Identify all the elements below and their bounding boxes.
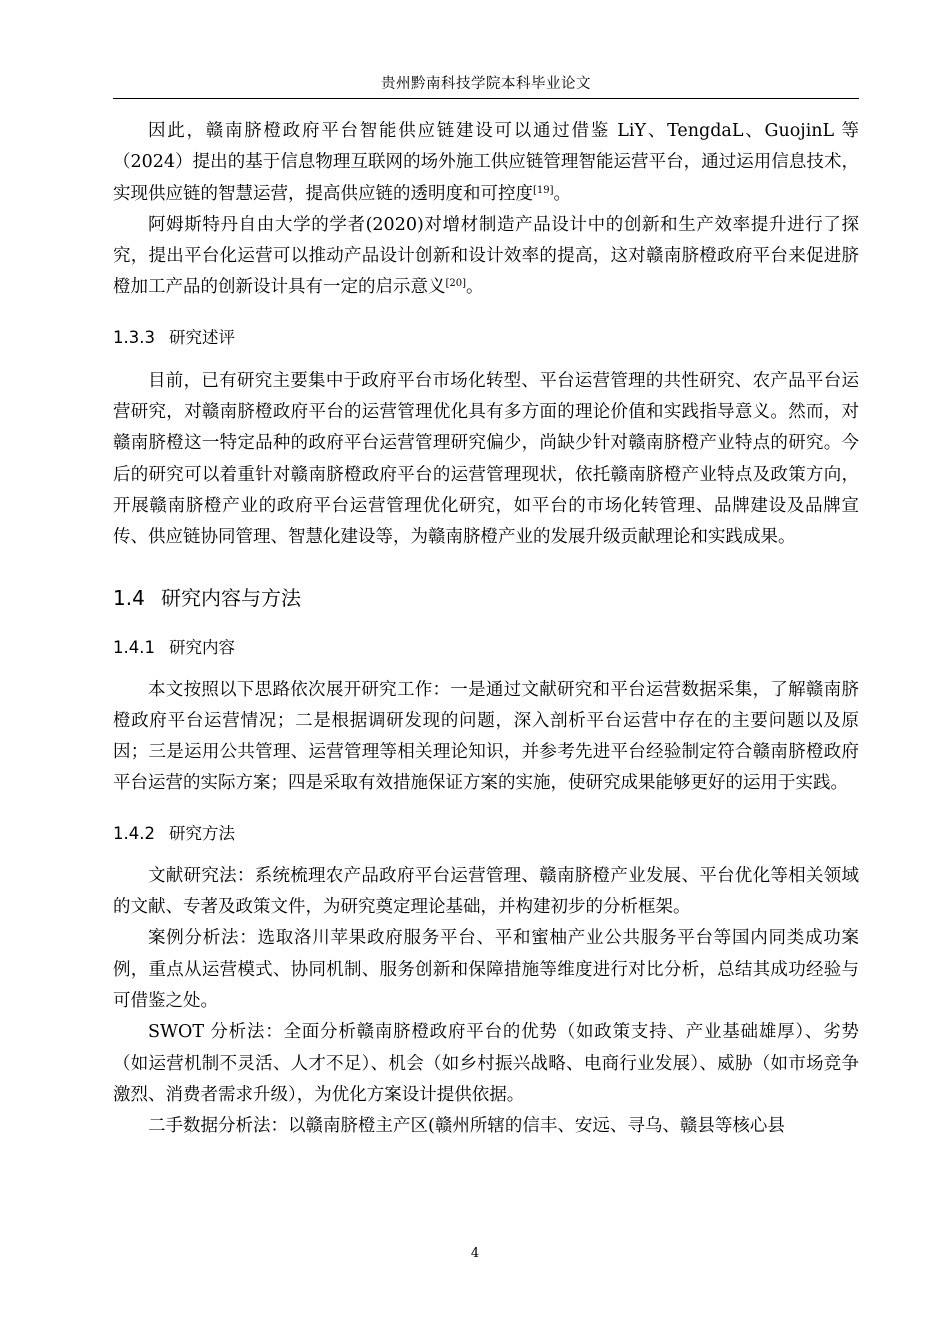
heading-1-4-1: 1.4.1 研究内容: [113, 637, 235, 657]
paragraph-secondary-data-method: 二手数据分析法：以赣南脐橙主产区(赣州所辖的信丰、安远、寻乌、赣县等核心县: [148, 1116, 785, 1137]
citation-19[interactable]: [19]: [533, 184, 554, 196]
paragraph-amsterdam: 阿姆斯特丹自由大学的学者(2020)对增材制造产品设计中的创新和生产效率提升进行了探究，提出平台化运营可以推动产品设计创新和设计效率的提高，这对赣南脐橙政府平台来促进脐橙加工产品的创新设计具有一定的启示意义[20]。: [113, 214, 859, 298]
paragraph-research-content: 本文按照以下思路依次展开研究工作：一是通过文献研究和平台运营数据采集，了解赣南脐橙政府平台运营情况；二是根据调研发现的问题，深入剖析平台运营中存在的主要问题以及原因；三是运用公共管理、运营管理等相关理论知识，并参考先进平台经验制定符合赣南脐橙政府平台运营的实际方案；四是采取有效措施保证方案的实施，使研究成果能够更好的运用于实践。: [113, 679, 859, 794]
paragraph-literature-method: 文献研究法：系统梳理农产品政府平台运营管理、赣南脐橙产业发展、平台优化等相关领域的文献、专著及政策文件，为研究奠定理论基础，并构建初步的分析框架。: [113, 865, 859, 918]
citation-20[interactable]: [20]: [445, 278, 467, 290]
body-text: [113, 116, 859, 1142]
heading-1-4: 1.4 研究内容与方法: [113, 585, 301, 610]
header-rule: [113, 98, 859, 99]
page-number: 4: [470, 1246, 480, 1261]
paragraph-swot-method: SWOT 分析法：全面分析赣南脐橙政府平台的优势（如政策支持、产业基础雄厚）、劣势（如运营机制不灵活、人才不足）、机会（如乡村振兴战略、电商行业发展）、威胁（如市场竞争激烈、消费者需求升级），为优化方案设计提供依据。: [113, 1022, 859, 1105]
paragraph-case-method: 案例分析法：选取洛川苹果政府服务平台、平和蜜柚产业公共服务平台等国内同类成功案例，重点从运营模式、协同机制、服务创新和保障措施等维度进行对比分析，总结其成功经验与可借鉴之处。: [113, 928, 859, 1011]
heading-1-4-2: 1.4.2 研究方法: [113, 823, 235, 843]
heading-1-3-3: 1.3.3 研究述评: [113, 327, 235, 347]
paragraph-review: 目前，已有研究主要集中于政府平台市场化转型、平台运营管理的共性研究、农产品平台运营研究，对赣南脐橙政府平台的运营管理优化具有多方面的理论价值和实践指导意义。然而，对赣南脐橙这一特定品种的政府平台运营管理研究偏少，尚缺少针对赣南脐橙产业特点的研究。今后的研究可以着重针对赣南脐橙政府平台的运营管理现状，依托赣南脐橙产业特点及政策方向，开展赣南脐橙产业的政府平台运营管理优化研究，如平台的市场化转管理、品牌建设及品牌宣传、供应链协同管理、智慧化建设等，为赣南脐橙产业的发展升级贡献理论和实践成果。: [113, 370, 859, 548]
paragraph-supply-chain: 因此，赣南脐橙政府平台智能供应链建设可以通过借鉴 LiY、TengdaL、GuojinL 等（2024）提出的基于信息物理互联网的场外施工供应链管理智能运营平台，通过运用信息技术，实现供应链的智慧运营，提高供应链的透明度和可控度[19]。: [113, 121, 859, 204]
running-header: 贵州黔南科技学院本科毕业论文: [381, 76, 591, 92]
